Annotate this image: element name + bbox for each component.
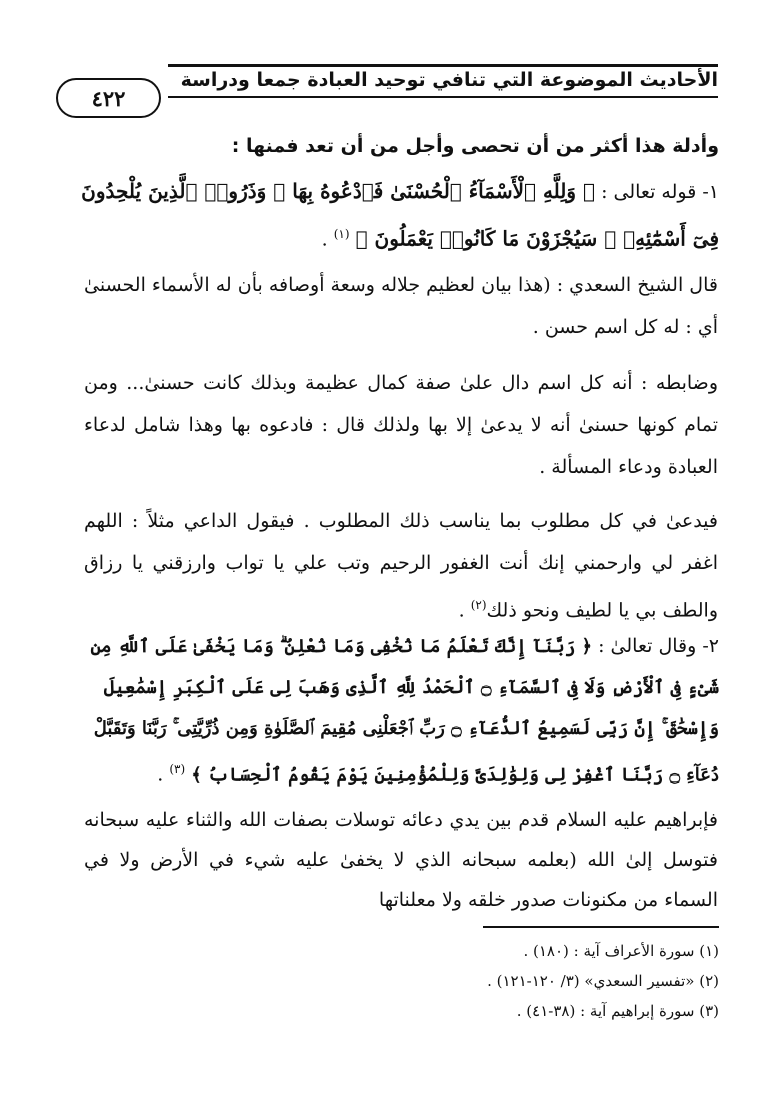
paragraph-ibrahim: فإبراهيم عليه السلام قدم بين يدي دعائه توسلات بصفات الله والثناء عليه سبحانه فتوسل إلىٰ الله (بعلمه سبحانه الذي لا يخفىٰ عليه شيء في الأرض ولا في السماء من مكنونات صدور خلقه ولا معلناتها — [84, 809, 718, 911]
paragraph-saadi-quote: قال الشيخ السعدي : (هذا بيان لعظيم جلاله وسعة أوصافه بأن له الأسماء الحسنىٰ أي : له كل اسم حسن . — [84, 274, 718, 338]
item-intro: قوله تعالى : — [601, 181, 697, 203]
page-number: ٤٢٢ — [56, 78, 161, 118]
paragraph-example — [84, 500, 718, 631]
item-number: ٢- — [702, 635, 719, 657]
running-title: الأحاديث الموضوعة التي تنافي توحيد العبادة جمعا ودراسة — [180, 69, 718, 91]
footnote-1: (١) سورة الأعراف آية : (١٨٠) . — [523, 942, 719, 960]
footnote-3: (٣) سورة إبراهيم آية : (٣٨-٤١) . — [516, 1002, 719, 1020]
item-intro: وقال تعالىٰ : — [598, 635, 697, 657]
footnote-ref: (٢) — [470, 598, 487, 612]
quran-verse: ﴿ وَلِلَّهِ ٱلْأَسْمَآءُ ٱلْحُسْنَىٰ فَٱدْعُوهُ بِهَا ۖ وَذَرُوا۟ ٱلَّذِينَ يُلْحِدُونَ فِىٓ أَسْمَٰٓئِهِۦ ۚ سَيُجْزَوْنَ مَا كَانُوا۟ يَعْمَلُونَ ﴾ — [81, 179, 719, 251]
end-mark: . — [458, 599, 465, 622]
page-header — [48, 60, 718, 112]
footnote-ref: (٣) — [169, 762, 186, 776]
evidence-item-1 — [56, 170, 719, 260]
header-bottom-rule — [168, 96, 718, 98]
end-mark: . — [321, 228, 328, 251]
quran-verse: ﴿ رَبَّنَآ إِنَّكَ تَعْلَمُ مَا نُخْفِى وَمَا نُعْلِنُ ۗ وَمَا يَخْفَىٰ عَلَى ٱللَّهِ مِن شَىْءٍ فِى ٱلْأَرْضِ وَلَا فِى ٱلسَّمَآءِ ۝ ٱلْحَمْدُ لِلَّهِ ٱلَّذِى وَهَبَ لِى عَلَى ٱلْكِبَرِ إِسْمَٰعِيلَ وَإِسْحَٰقَ ۚ إِنَّ رَبِّى لَسَمِيعُ ٱلدُّعَآءِ ۝ رَبِّ ٱجْعَلْنِى مُقِيمَ ٱلصَّلَوٰةِ وَمِن ذُرِّيَّتِى ۚ رَبَّنَا وَتَقَبَّلْ دُعَآءِ ۝ رَبَّنَا ٱغْفِرْ لِى وَلِوَٰلِدَىَّ وَلِلْمُؤْمِنِينَ يَوْمَ يَقُومُ ٱلْحِسَابُ ﴾ — [90, 636, 719, 786]
footnote-separator — [483, 926, 719, 928]
footnotes — [269, 936, 719, 1026]
paragraph-rule: وضابطه : أنه كل اسم دال علىٰ صفة كمال عظيمة وبذلك كانت حسنىٰ... ومن تمام كونها حسنىٰ أنه لا يدعىٰ إلا بها ولذلك قال : فادعوه بها وهذا شامل لدعاء العبادة ودعاء المسألة . — [84, 372, 718, 478]
header-top-rule — [168, 64, 718, 67]
footnote-ref: (١) — [333, 227, 350, 241]
item-number: ١- — [702, 181, 719, 203]
lead-heading: وأدلة هذا أكثر من أن تحصى وأجل من أن تعد فمنها : — [231, 135, 719, 157]
evidence-item-2 — [56, 626, 719, 795]
end-mark: . — [157, 763, 164, 786]
paragraph-example-text: فيدعىٰ في كل مطلوب بما يناسب ذلك المطلوب . فيقول الداعي مثلاً : اللهم اغفر لي وارحمني إنك أنت الغفور الرحيم وتب علي يا تواب وارزقني يا رزاق والطف بي يا لطيف ونحو ذلك — [84, 510, 718, 622]
footnote-2: (٢) «تفسير السعدي» (٣/ ١٢٠-١٢١) . — [487, 972, 719, 990]
